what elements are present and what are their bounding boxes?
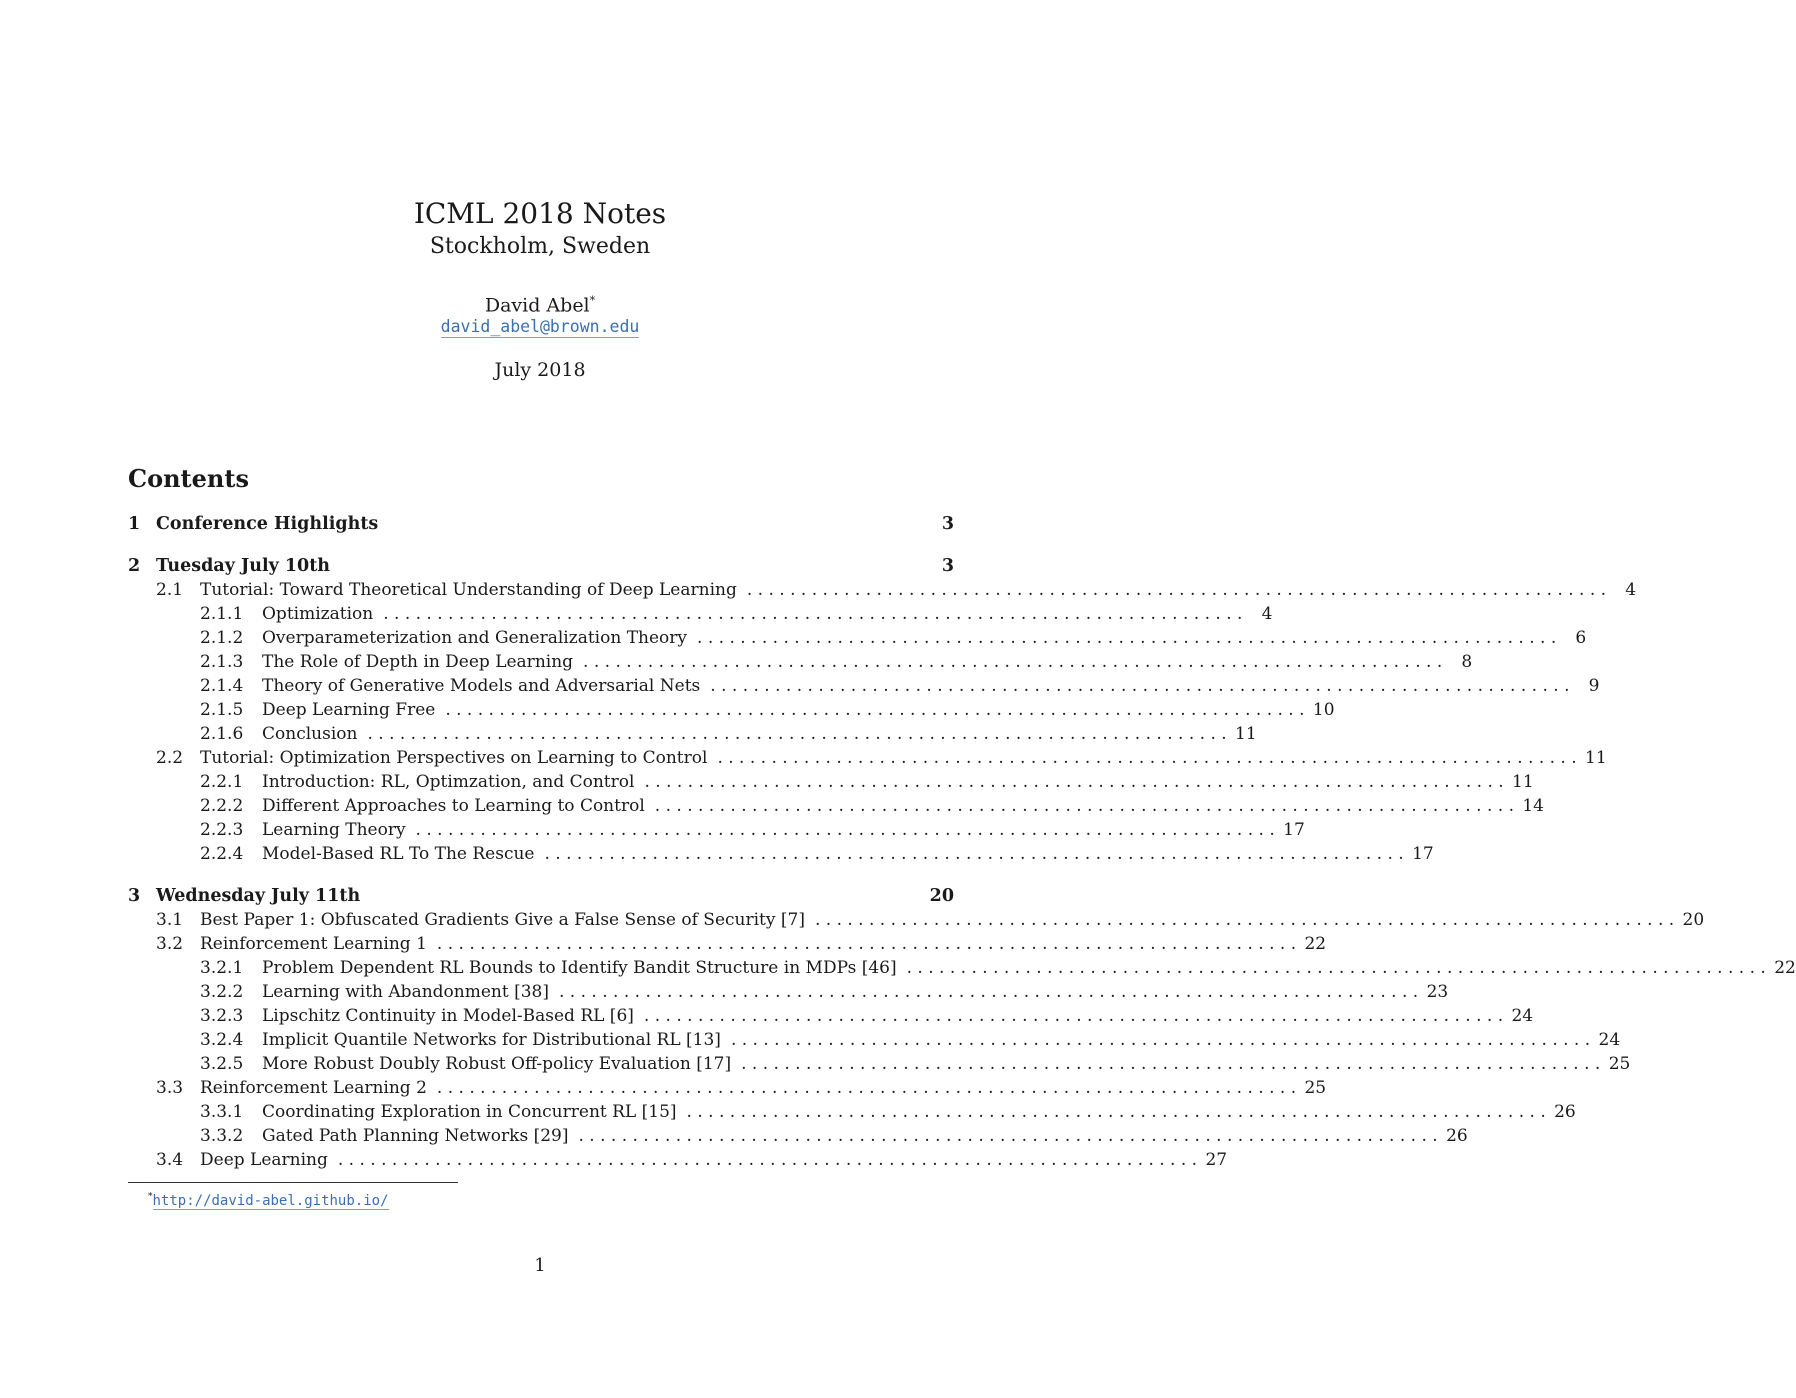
toc-entry-number: 2 bbox=[128, 556, 141, 576]
toc-entry-page: 26 bbox=[1554, 1102, 1576, 1122]
toc-entry[interactable] bbox=[128, 1124, 1468, 1148]
toc-entry-number: 2.2.3 bbox=[200, 820, 244, 840]
toc-entry-title: Gated Path Planning Networks [29] bbox=[262, 1126, 569, 1146]
toc-entry-title: Wednesday July 11th bbox=[156, 886, 361, 906]
toc-dot-leader: . . . . . . . . . . . . . . . . . . . . . . . . . . . . . . . . . . . . . . . . . . . . . . . . . . . . . . . . . . . . . . . . . . . . . . . . . . . . . . . . bbox=[583, 652, 1443, 672]
email-link[interactable]: david_abel@brown.edu bbox=[440, 317, 640, 336]
toc-entry[interactable] bbox=[128, 1148, 1228, 1172]
toc-entry[interactable] bbox=[128, 626, 1587, 650]
toc-dot-leader: . . . . . . . . . . . . . . . . . . . . . . . . . . . . . . . . . . . . . . . . . . . . . . . . . . . . . . . . . . . . . . . . . . . . . . . . . . . . . . . . bbox=[643, 1006, 1504, 1026]
toc-dot-leader: . . . . . . . . . . . . . . . . . . . . . . . . . . . . . . . . . . . . . . . . . . . . . . . . . . . . . . . . . . . . . . . . . . . . . . . . . . . . . . . . bbox=[578, 1126, 1438, 1146]
toc-entry-number: 3.3 bbox=[156, 1078, 184, 1098]
toc-entry[interactable] bbox=[128, 554, 954, 578]
toc-entry-title: Optimization bbox=[262, 604, 374, 624]
toc-entry[interactable] bbox=[128, 818, 1305, 842]
toc-entry[interactable] bbox=[128, 908, 1705, 932]
document-subtitle: Stockholm, Sweden bbox=[429, 234, 651, 259]
toc-entry-number: 3.3.1 bbox=[200, 1102, 244, 1122]
toc-entry-title: Model-Based RL To The Rescue bbox=[262, 844, 535, 864]
toc-entry-title: Lipschitz Continuity in Model-Based RL [6] bbox=[262, 1006, 634, 1026]
toc-entry-number: 3 bbox=[128, 886, 141, 906]
toc-entry-page: 9 bbox=[1588, 676, 1600, 696]
toc-entry[interactable] bbox=[128, 650, 1473, 674]
toc-entry-number: 3.2.3 bbox=[200, 1006, 244, 1026]
toc-entry-page: 14 bbox=[1522, 796, 1544, 816]
toc-entry-number: 2.1.6 bbox=[200, 724, 244, 744]
toc-entry-title: Conclusion bbox=[262, 724, 358, 744]
toc-dot-leader: . . . . . . . . . . . . . . . . . . . . . . . . . . . . . . . . . . . . . . . . . . . . . . . . . . . . . . . . . . . . . . . . . . . . . . . . . . . . . . . . bbox=[445, 700, 1305, 720]
toc-entry-page: 25 bbox=[1608, 1054, 1631, 1074]
toc-entry-number: 3.3.2 bbox=[200, 1126, 244, 1146]
toc-entry[interactable] bbox=[128, 932, 1327, 956]
toc-entry[interactable] bbox=[128, 770, 1534, 794]
toc-entry-number: 3.2.4 bbox=[200, 1030, 244, 1050]
toc-entry-number: 2.2.2 bbox=[200, 796, 244, 816]
toc-entry-title: Theory of Generative Models and Adversarial Nets bbox=[262, 676, 701, 696]
toc-entry-page: 23 bbox=[1426, 982, 1449, 1002]
toc-dot-leader: . . . . . . . . . . . . . . . . . . . . . . . . . . . . . . . . . . . . . . . . . . . . . . . . . . . . . . . . . . . . . . . . . . . . . . . . . . . . . . . . bbox=[906, 958, 1766, 978]
toc-entry-page: 11 bbox=[1512, 772, 1534, 792]
toc-entry[interactable] bbox=[128, 746, 1607, 770]
toc-dot-leader: . . . . . . . . . . . . . . . . . . . . . . . . . . . . . . . . . . . . . . . . . . . . . . . . . . . . . . . . . . . . . . . . . . . . . . . . . . . . . . . . bbox=[814, 910, 1675, 930]
toc-entry-number: 3.1 bbox=[156, 910, 184, 930]
toc-entry-title: Tutorial: Optimization Perspectives on Learning to Control bbox=[200, 748, 708, 768]
toc-entry[interactable] bbox=[128, 1028, 1621, 1052]
toc-dot-leader: . . . . . . . . . . . . . . . . . . . . . . . . . . . . . . . . . . . . . . . . . . . . . . . . . . . . . . . . . . . . . . . . . . . . . . . . . . . . . . . . bbox=[697, 628, 1557, 648]
toc-entry-number: 2.1.1 bbox=[200, 604, 244, 624]
toc-dot-leader: . . . . . . . . . . . . . . . . . . . . . . . . . . . . . . . . . . . . . . . . . . . . . . . . . . . . . . . . . . . . . . . . . . . . . . . . . . . . . . . . bbox=[686, 1102, 1546, 1122]
toc-entry[interactable] bbox=[128, 842, 1434, 866]
toc-entry-number: 2.1.2 bbox=[200, 628, 244, 648]
toc-entry-page: 25 bbox=[1304, 1078, 1327, 1098]
toc-entry[interactable] bbox=[128, 512, 954, 536]
toc-entry-title: Tutorial: Toward Theoretical Understanding of Deep Learning bbox=[200, 580, 737, 600]
author-name: David Abel bbox=[484, 294, 590, 317]
toc-entry-title: Reinforcement Learning 1 bbox=[200, 934, 427, 954]
toc-entry-number: 2.1 bbox=[156, 580, 184, 600]
toc-entry-page: 24 bbox=[1511, 1006, 1534, 1026]
toc-entry-title: Implicit Quantile Networks for Distributional RL [13] bbox=[262, 1030, 721, 1050]
contents-heading: Contents bbox=[128, 464, 249, 493]
toc-dot-leader: . . . . . . . . . . . . . . . . . . . . . . . . . . . . . . . . . . . . . . . . . . . . . . . . . . . . . . . . . . . . . . . . . . . . . . . . . . . . . . . . bbox=[436, 934, 1297, 954]
toc-entry-page: 22 bbox=[1304, 934, 1327, 954]
toc-entry-page: 26 bbox=[1446, 1126, 1468, 1146]
toc-dot-leader: . . . . . . . . . . . . . . . . . . . . . . . . . . . . . . . . . . . . . . . . . . . . . . . . . . . . . . . . . . . . . . . . . . . . . . . . . . . . . . . . bbox=[337, 1150, 1198, 1170]
toc-entry-page: 27 bbox=[1205, 1150, 1228, 1170]
toc-entry[interactable] bbox=[128, 1004, 1534, 1028]
toc-entry-number: 3.2 bbox=[156, 934, 184, 954]
toc-entry[interactable] bbox=[128, 1100, 1576, 1124]
toc-entry-title: Coordinating Exploration in Concurrent RL [15] bbox=[262, 1102, 677, 1122]
toc-dot-leader: . . . . . . . . . . . . . . . . . . . . . . . . . . . . . . . . . . . . . . . . . . . . . . . . . . . . . . . . . . . . . . . . . . . . . . . . . . . . . . . . bbox=[644, 772, 1504, 792]
toc-entry-title: Deep Learning bbox=[200, 1150, 328, 1170]
toc-entry-page: 11 bbox=[1585, 748, 1607, 768]
toc-entry-page: 6 bbox=[1575, 628, 1587, 648]
document-title: ICML 2018 Notes bbox=[413, 197, 667, 230]
toc-entry-page: 4 bbox=[1261, 604, 1273, 624]
toc-entry[interactable] bbox=[128, 884, 954, 908]
toc-entry-number: 3.2.1 bbox=[200, 958, 244, 978]
toc-entry[interactable] bbox=[128, 698, 1335, 722]
toc-entry-page: 17 bbox=[1283, 820, 1305, 840]
toc-entry-page: 17 bbox=[1412, 844, 1434, 864]
footnote-url-link[interactable]: http://david-abel.github.io/ bbox=[152, 1192, 389, 1209]
toc-entry[interactable] bbox=[128, 722, 1257, 746]
toc-entry-number: 3.2.5 bbox=[200, 1054, 244, 1074]
toc-entry-title: Conference Highlights bbox=[156, 514, 379, 534]
toc-dot-leader: . . . . . . . . . . . . . . . . . . . . . . . . . . . . . . . . . . . . . . . . . . . . . . . . . . . . . . . . . . . . . . . . . . . . . . . . . . . . . . . . bbox=[710, 676, 1570, 696]
toc-entry-number: 2.2.4 bbox=[200, 844, 244, 864]
toc-entry-page: 10 bbox=[1312, 700, 1335, 720]
toc-entry-title: More Robust Doubly Robust Off-policy Evaluation [17] bbox=[262, 1054, 732, 1074]
toc-entry-title: Deep Learning Free bbox=[262, 700, 436, 720]
toc-entry-page: 11 bbox=[1235, 724, 1257, 744]
toc-entry[interactable] bbox=[128, 1076, 1327, 1100]
toc-entry-title: Overparameterization and Generalization Theory bbox=[262, 628, 688, 648]
author-footnote-mark: * bbox=[589, 294, 596, 307]
footnote-rule bbox=[128, 1182, 458, 1183]
toc-entry[interactable] bbox=[128, 980, 1449, 1004]
toc-dot-leader: . . . . . . . . . . . . . . . . . . . . . . . . . . . . . . . . . . . . . . . . . . . . . . . . . . . . . . . . . . . . . . . . . . . . . . . . . . . . . . . . bbox=[741, 1054, 1601, 1074]
toc-dot-leader: . . . . . . . . . . . . . . . . . . . . . . . . . . . . . . . . . . . . . . . . . . . . . . . . . . . . . . . . . . . . . . . . . . . . . . . . . . . . . . . . bbox=[558, 982, 1419, 1002]
toc-entry-page: 4 bbox=[1625, 580, 1637, 600]
toc-dot-leader: . . . . . . . . . . . . . . . . . . . . . . . . . . . . . . . . . . . . . . . . . . . . . . . . . . . . . . . . . . . . . . . . . . . . . . . . . . . . . . . . bbox=[436, 1078, 1297, 1098]
toc-dot-leader: . . . . . . . . . . . . . . . . . . . . . . . . . . . . . . . . . . . . . . . . . . . . . . . . . . . . . . . . . . . . . . . . . . . . . . . . . . . . . . . . bbox=[415, 820, 1275, 840]
toc-dot-leader: . . . . . . . . . . . . . . . . . . . . . . . . . . . . . . . . . . . . . . . . . . . . . . . . . . . . . . . . . . . . . . . . . . . . . . . . . . . . . . . . bbox=[717, 748, 1577, 768]
toc-entry-title: Introduction: RL, Optimzation, and Control bbox=[262, 772, 635, 792]
toc-entry-title: Learning with Abandonment [38] bbox=[262, 982, 549, 1002]
toc-entry-title: Problem Dependent RL Bounds to Identify Bandit Structure in MDPs [46] bbox=[262, 958, 897, 978]
toc-entry-title: Different Approaches to Learning to Control bbox=[262, 796, 645, 816]
document-date: July 2018 bbox=[494, 359, 586, 381]
toc-entry-page: 3 bbox=[941, 556, 954, 576]
toc-entry[interactable] bbox=[128, 794, 1544, 818]
toc-dot-leader: . . . . . . . . . . . . . . . . . . . . . . . . . . . . . . . . . . . . . . . . . . . . . . . . . . . . . . . . . . . . . . . . . . . . . . . . . . . . . . . . bbox=[544, 844, 1404, 864]
toc-dot-leader: . . . . . . . . . . . . . . . . . . . . . . . . . . . . . . . . . . . . . . . . . . . . . . . . . . . . . . . . . . . . . . . . . . . . . . . . . . . . . . . . bbox=[654, 796, 1514, 816]
toc-entry[interactable] bbox=[128, 578, 1637, 602]
toc-entry[interactable] bbox=[128, 674, 1600, 698]
toc-entry-page: 20 bbox=[1682, 910, 1705, 930]
toc-entry-number: 2.1.4 bbox=[200, 676, 244, 696]
toc-entry-number: 2.2 bbox=[156, 748, 184, 768]
toc-entry-title: Learning Theory bbox=[262, 820, 406, 840]
page-number: 1 bbox=[534, 1255, 546, 1276]
toc-entry-title: Reinforcement Learning 2 bbox=[200, 1078, 427, 1098]
toc-entry-page: 22 bbox=[1774, 958, 1796, 978]
toc-dot-leader: . . . . . . . . . . . . . . . . . . . . . . . . . . . . . . . . . . . . . . . . . . . . . . . . . . . . . . . . . . . . . . . . . . . . . . . . . . . . . . . . bbox=[383, 604, 1243, 624]
toc-entry-page: 8 bbox=[1461, 652, 1473, 672]
footnote bbox=[148, 1187, 389, 1211]
toc-dot-leader: . . . . . . . . . . . . . . . . . . . . . . . . . . . . . . . . . . . . . . . . . . . . . . . . . . . . . . . . . . . . . . . . . . . . . . . . . . . . . . . . bbox=[730, 1030, 1591, 1050]
toc-entry-page: 3 bbox=[941, 514, 954, 534]
toc-entry-page: 24 bbox=[1598, 1030, 1621, 1050]
toc-entry-title: Best Paper 1: Obfuscated Gradients Give a False Sense of Security [7] bbox=[200, 910, 805, 930]
toc-dot-leader: . . . . . . . . . . . . . . . . . . . . . . . . . . . . . . . . . . . . . . . . . . . . . . . . . . . . . . . . . . . . . . . . . . . . . . . . . . . . . . . . bbox=[367, 724, 1227, 744]
toc-entry-number: 2.1.3 bbox=[200, 652, 244, 672]
toc-entry-number: 3.4 bbox=[156, 1150, 184, 1170]
toc-entry-title: The Role of Depth in Deep Learning bbox=[262, 652, 574, 672]
footnote-mark: * bbox=[148, 1192, 153, 1202]
toc-entry[interactable] bbox=[128, 602, 1273, 626]
toc-entry-number: 3.2.2 bbox=[200, 982, 244, 1002]
toc-entry[interactable] bbox=[128, 956, 1796, 980]
toc-entry-number: 1 bbox=[128, 514, 141, 534]
toc-entry-number: 2.1.5 bbox=[200, 700, 244, 720]
toc-dot-leader: . . . . . . . . . . . . . . . . . . . . . . . . . . . . . . . . . . . . . . . . . . . . . . . . . . . . . . . . . . . . . . . . . . . . . . . . . . . . . . . . bbox=[746, 580, 1607, 600]
toc-entry-number: 2.2.1 bbox=[200, 772, 244, 792]
toc-entry[interactable] bbox=[128, 1052, 1631, 1076]
toc-entry-page: 20 bbox=[929, 886, 954, 906]
toc-entry-title: Tuesday July 10th bbox=[156, 556, 331, 576]
